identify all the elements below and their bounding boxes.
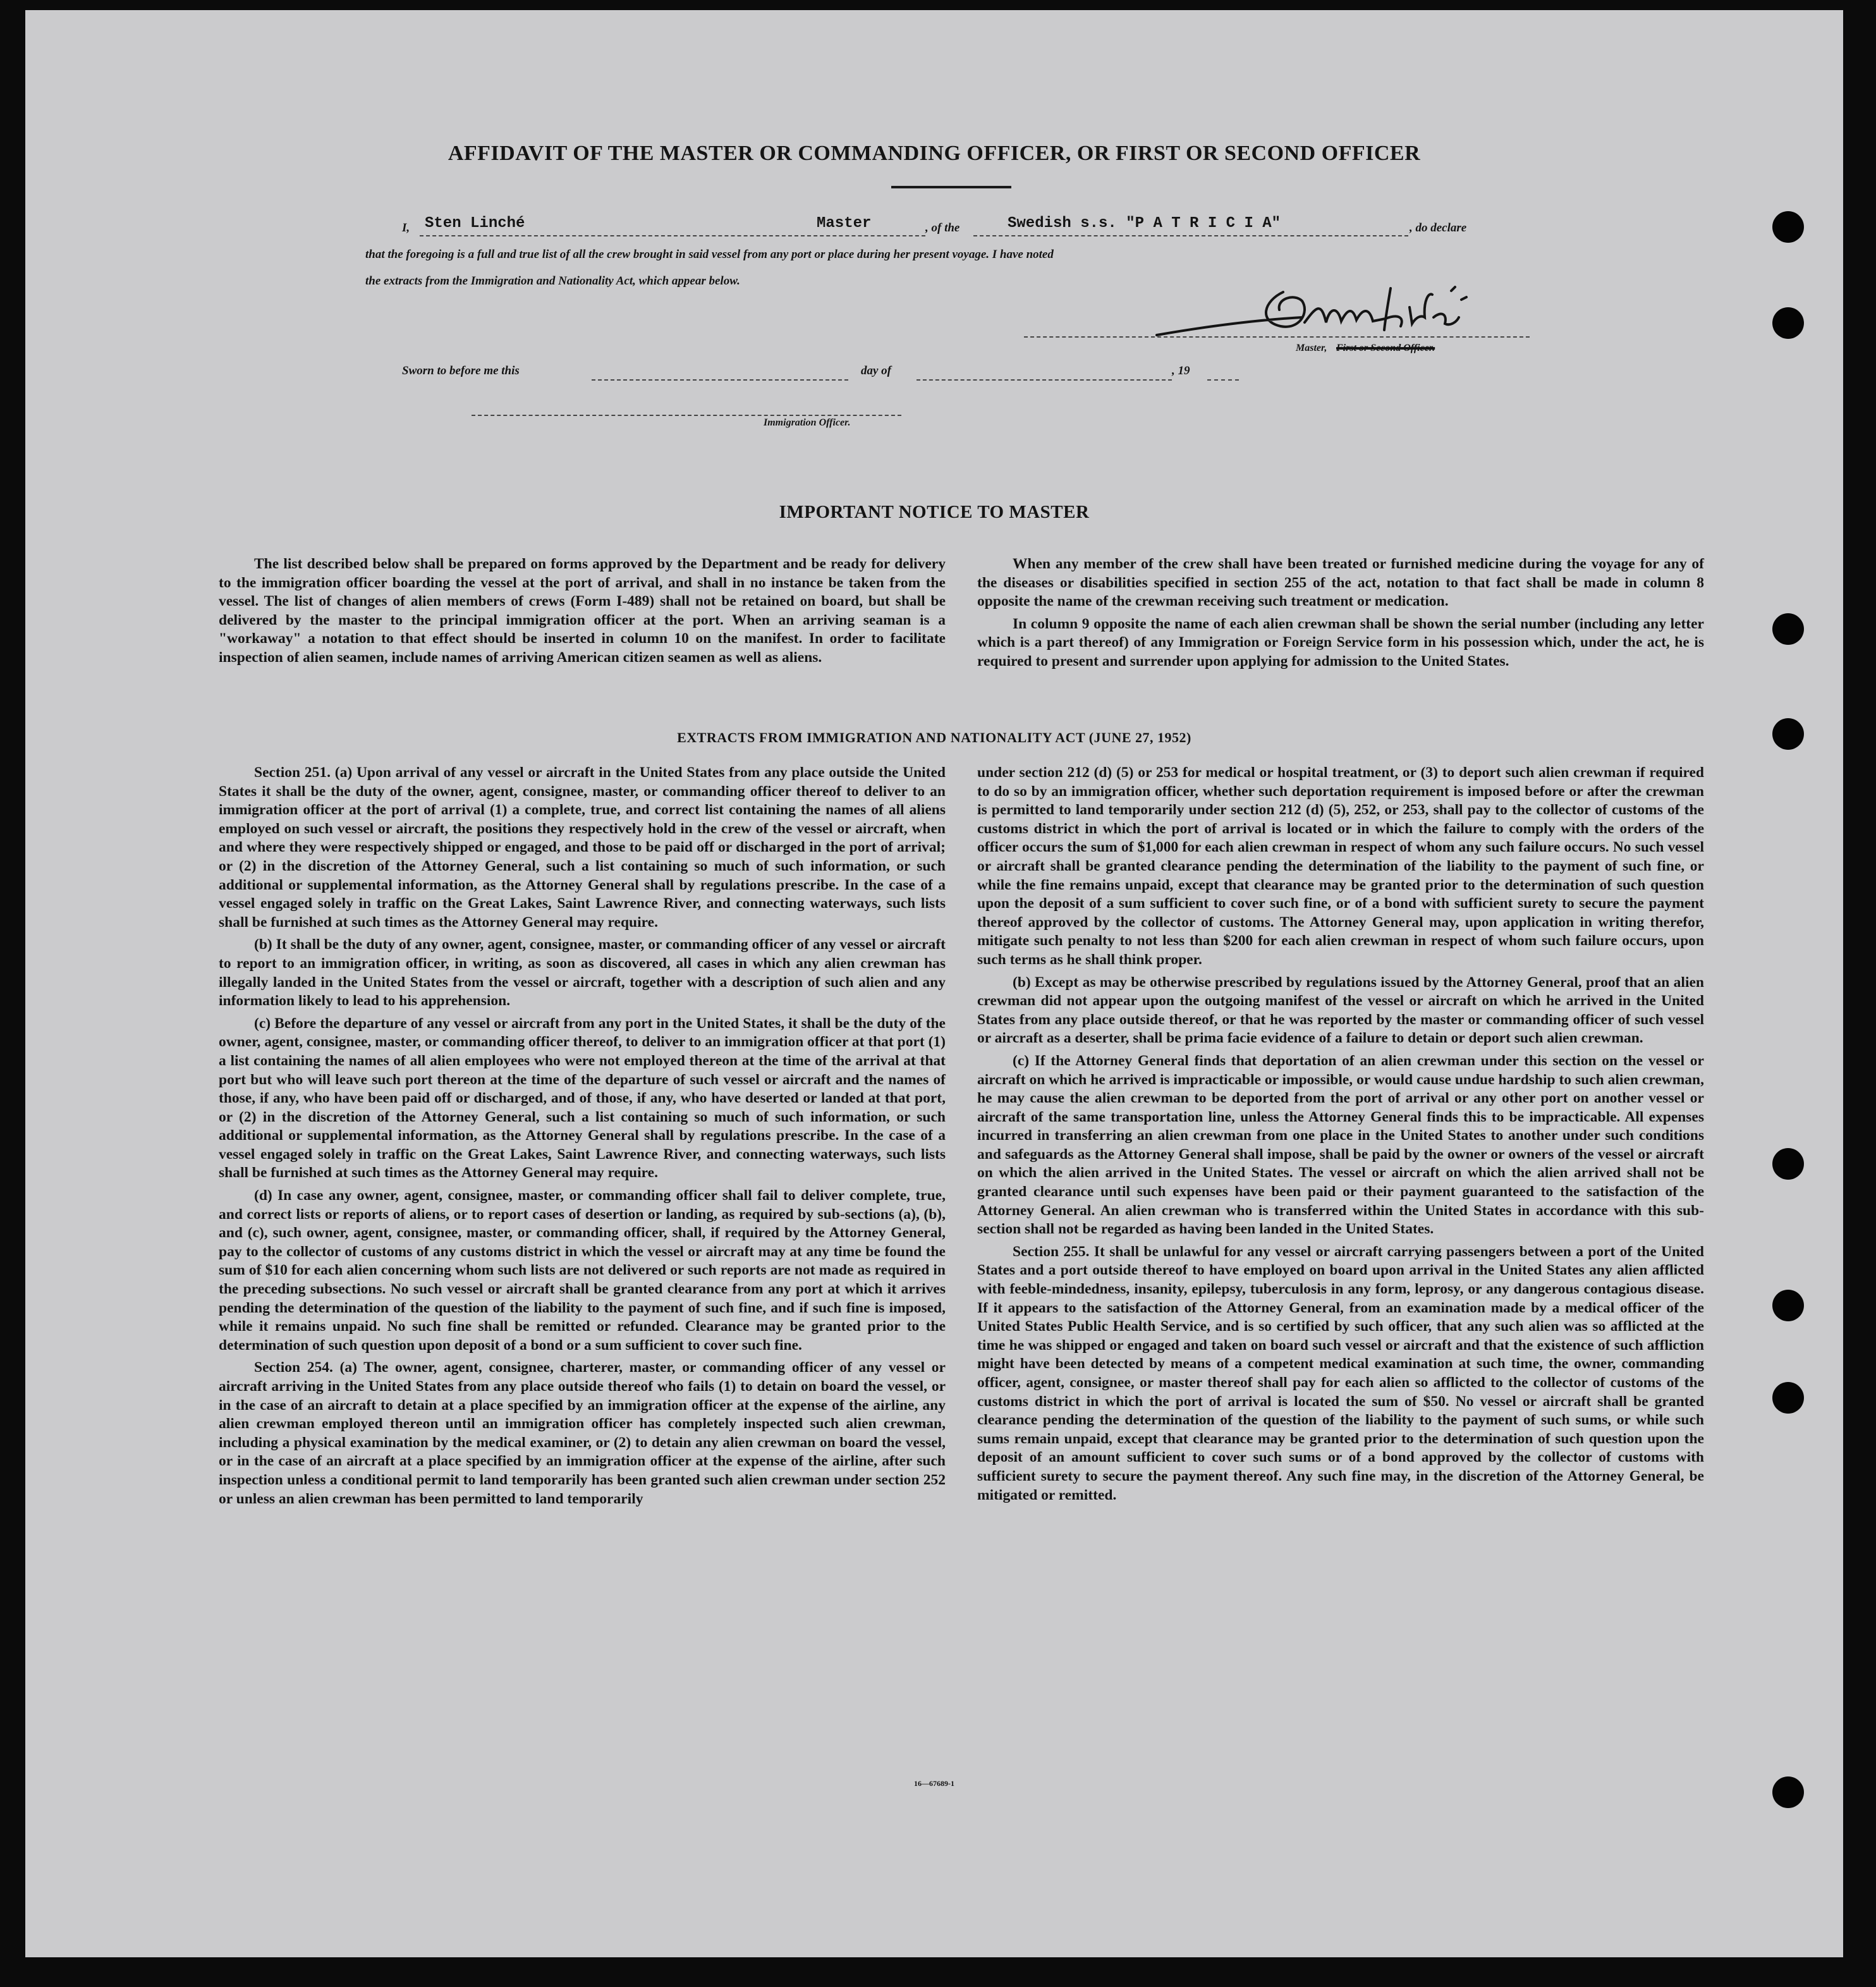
binder-hole [1772,613,1804,645]
section-254-c: (c) If the Attorney General finds that deportation of an alien crewman under this section on the vessel or aircraft on which he arrived is impracticable or impossible, or would cause undue hardship to such alien crewman, he may cause the alien crewman to be deported from the port of arrival or any other port on another vessel or aircraft of the same transportation line, unless the Attorney General finds this to be impracticable. All expenses incurred in transferring an alien crewman from one place in the United States to another under such conditions and safeguards as the Attorney General shall impose, shall be paid by the owner or owners of the vessel or aircraft on which the alien arrived in the United States. The vessel or aircraft on which the alien arrived shall not be granted clearance until such expenses have been paid or their payment guaranteed to the satisfaction of the Attorney General. An alien crewman who is transferred within the United States in accordance with this sub-section shall not be regarded as having been landed in the United States. [977,1052,1704,1238]
binder-hole [1772,1382,1804,1414]
signature-caption: Master, [1296,343,1327,353]
notice-right-paragraph-1: When any member of the crew shall have been treated or furnished medicine during the voyage for any of the diseases or disabilities specified in section 255 of the act, notation to that fact shall be made in column 8 opposite the name of the crewman receiving such treatment or medication. [977,556,1704,610]
of-the-label: , of the [925,221,960,235]
officer-caption: Immigration Officer. [764,417,851,428]
title-rule [891,186,1011,188]
sworn-date-line [592,379,848,381]
extracts-title: EXTRACTS FROM IMMIGRATION AND NATIONALITY ACT (JUNE 27, 1952) [677,730,1191,745]
section-255: Section 255. It shall be unlawful for any vessel or aircraft carrying passengers between a port of the United States and a port outside thereof to have employed on board upon arrival in the United States any alien afflicted with feeble-mindedness, insanity, epilepsy, tuberculosis in any form, leprosy, or any dangerous contagious disease. If it appears to the satisfaction of the Attorney General, from an examination made by a medical officer of the United States Public Health Service, and is so certified by such officer, that any such alien was so afflicted at the time he was shipped or engaged and taken on board such vessel or aircraft and that the existence of such affliction might have been detected by means of a competent medical examination at such time, the owner, commanding officer, agent, consignee, or master thereof shall pay for each alien so afflicted to the collector of customs of the customs district in which the port of arrival is located the sum of $50. No vessel or aircraft shall be granted clearance pending the determination of the question of the liability to the payment of such sums, or while such sums remain unpaid, except that clearance may be granted prior to the determination of such question upon the deposit of an amount sufficient to cover such sums or of a bond approved by the collector of customs with sufficient surety to secure the payment thereof. Any such fine may, in the discretion of the Attorney General, be mitigated or remitted. [977,1243,1704,1503]
year-line [1207,379,1239,381]
section-251-b: (b) It shall be the duty of any owner, agent, consignee, master, or commanding officer of any vessel or aircraft to report to an immigration officer, in writing, as soon as discovered, all cases in which any alien crewman has illegally landed in the United States from the vessel or aircraft, together with a description of such alien and any information likely to lead to his apprehension. [219,936,946,1010]
extracts-right-column [977,764,1704,1508]
year-label: , 19 [1172,364,1190,377]
name-line [420,235,925,236]
day-of-label: day of [861,364,892,377]
affidavit-title: AFFIDAVIT OF THE MASTER OR COMMANDING OFFICER, OR FIRST OR SECOND OFFICER [448,142,1421,165]
notice-right-paragraph-2: In column 9 opposite the name of each alien crewman shall be shown the serial number (including any letter which is a part thereof) of any Immigration or Foreign Service form in his possession which, under the act, he is required to present and surrender upon applying for admission to the United States. [977,615,1704,669]
section-251-d: (d) In case any owner, agent, consignee, master, or commanding officer shall fail to deliver complete, true, and correct lists or reports of aliens, or to report cases of desertion or landing, as required by sub-sections (a), (b), and (c), such owner, agent, consignee, master, or commanding officer, shall, if required by the Attorney General, pay to the collector of customs of any customs district in which the vessel or aircraft may at any time be found the sum of $10 for each alien concerning whom such lists are not delivered or such reports are not made as required in the preceding subsections. No such vessel or aircraft shall be granted clearance from any port at which it arrives pending the determination of the question of the liability to the payment of such fine, and if such fine is imposed, while it remains unpaid. No such fine shall be remitted or refunded. Clearance may be granted prior to the determination of such question upon deposit of a bond or a sum sufficient to cover such fine. [219,1187,946,1354]
document-sheet [25,10,1843,1957]
statement-line-1: that the foregoing is a full and true list of all the crew brought in said vessel from any port or place during her present voyage. I have noted [365,248,1054,261]
signature-caption-struck: First or Second Officer. [1336,343,1435,353]
sworn-label: Sworn to before me this [402,364,520,377]
notice-title: IMPORTANT NOTICE TO MASTER [779,502,1090,522]
master-signature [1150,282,1555,345]
officer-line [472,415,901,416]
section-251-a: Section 251. (a) Upon arrival of any vessel or aircraft in the United States from any place outside the United States it shall be the duty of the owner, agent, consignee, master, or commanding officer thereof to deliver to an immigration officer at the port of arrival (1) a complete, true, and correct list containing the names of all aliens employed on such vessel or aircraft, the positions they respectively hold in the crew of the vessel or aircraft, when and where they were respectively shipped or engaged, and those to be paid off or discharged in the port of arrival; or (2) in the discretion of the Attorney General, such a list containing so much of such information, or such additional or supplemental information, as the Attorney General shall by regulations prescribe. In the case of a vessel engaged solely in traffic on the Great Lakes, Saint Lawrence River, and connecting waterways, such lists shall be furnished at such times as the Attorney General may require. [219,764,946,931]
notice-left-paragraph: The list described below shall be prepared on forms approved by the Department and be ready for delivery to the immigration officer boarding the vessel at the port of arrival, and shall in no instance be taken from the vessel. The list of changes of alien members of crews (Form I-489) shall not be retained on board, but shall be delivered by the master to the principal immigration officer at the port. When an arriving seaman is a "workaway" a notation to that effect should be inserted in column 10 on the manifest. In order to facilitate inspection of alien seamen, include names of arriving American citizen seamen as well as aliens. [219,556,946,666]
i-label: I, [402,221,410,235]
notice-left [219,555,946,671]
section-254-b: (b) Except as may be otherwise prescribed by regulations issued by the Attorney General, proof that an alien crewman did not appear upon the outgoing manifest of the vessel or aircraft on which he arrived in the United States from any place outside thereof, or that he was reported by the master or commanding officer of such vessel or aircraft as a deserter, shall be prima facie evidence of a failure to detain or deport such alien crewman. [977,974,1704,1047]
section-254-a: Section 254. (a) The owner, agent, consignee, charterer, master, or commanding officer of any vessel or aircraft arriving in the United States from any place outside thereof who fails (1) to detain on board the vessel, or in the case of an aircraft to detain at a place specified by an immigration officer at the expense of the airline, any alien crewman employed thereon until an immigration officer has completely inspected such alien crewman, including a physical examination by the medical examiner, or (2) to detain any alien crewman on board the vessel, or in the case of an aircraft at a place specified by an immigration officer at the expense of the airline, after such inspection unless a conditional permit to land temporarily has been granted such alien crewman under section 252 or unless an alien crewman has been permitted to land temporarily [219,1359,946,1507]
notice-right [977,555,1704,675]
form-code: 16—67689-1 [914,1779,954,1788]
binder-hole [1772,1290,1804,1321]
section-251-c: (c) Before the departure of any vessel or aircraft from any port in the United States, it shall be the duty of the owner, agent, consignee, master, or commanding officer thereof, to deliver to an immigration officer at that port (1) a list containing the names of all alien employees who were not employed thereon at the time of the arrival at that port but who will leave such port thereon at the time of the departure of such vessel or aircraft and the names of those, if any, who have been paid off or discharged, and of those, if any, who have deserted or landed at that port, or (2) in the discretion of the Attorney General, such a list containing so much of such information, or such additional or supplemental information, as the Attorney General shall by regulations prescribe. In the case of a vessel engaged solely in traffic on the Great Lakes, Saint Lawrence River, and connecting waterways, such lists shall be furnished at such times as the Attorney General may require. [219,1015,946,1182]
declare-label: , do declare [1410,221,1467,235]
section-254-a-cont: under section 212 (d) (5) or 253 for medical or hospital treatment, or (3) to deport such alien crewman if required to do so by an immigration officer, whether such deportation requirement is imposed before or after the crewman is permitted to land temporarily under section 212 (d) (5), 252, or 253, shall pay to the collector of customs of the customs district in which the port of arrival is located or in which the failure to comply with the orders of the officer occurs the sum of $1,000 for each alien crewman in respect of whom any such failure occurs. No such vessel or aircraft shall be granted clearance pending the determination of the liability to the payment of such fine, or while the fine remains unpaid, except that clearance may be granted prior to the determination of such question upon the deposit of a sum sufficient to cover such fine, or of a bond with sufficient surety to secure the payment thereof approved by the collector of customs. The Attorney General may, upon application in writing therefor, mitigate such penalty to not less than $200 for each alien crewman in respect of whom such failure occurs, upon such terms as he shall think proper. [977,764,1704,968]
binder-hole [1772,307,1804,339]
statement-line-2: the extracts from the Immigration and Nationality Act, which appear below. [365,274,740,288]
vessel-line [973,235,1408,236]
binder-hole [1772,211,1804,243]
binder-hole [1772,1148,1804,1180]
month-line [917,379,1172,381]
master-name: Sten Linché [425,215,525,232]
master-rank: Master [817,215,872,232]
vessel-name: Swedish s.s. "P A T R I C I A" [1008,215,1281,232]
extracts-left-column [219,764,946,1512]
